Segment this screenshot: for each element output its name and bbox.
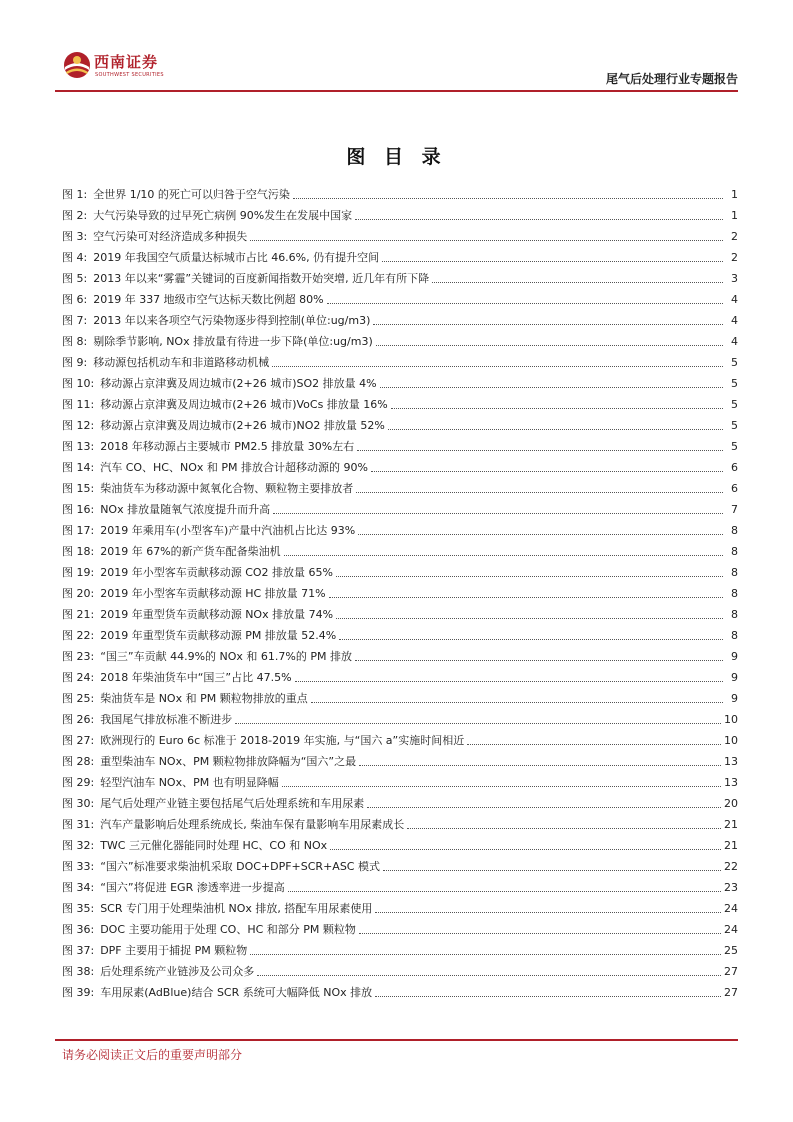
toc-entry[interactable] [62, 268, 738, 289]
toc-entry-title: NOx 排放量随氧气浓度提升而升高 [100, 503, 271, 516]
toc-leader-dots [295, 681, 723, 682]
toc-entry-title: 移动源包括机动车和非道路移动机械 [93, 356, 270, 369]
toc-leader-dots [235, 723, 721, 724]
toc-entry-label: 图 37: [62, 944, 95, 957]
toc-entry-label: 图 12: [62, 419, 95, 432]
toc-entry[interactable] [62, 772, 738, 793]
toc-leader-dots [359, 933, 721, 934]
toc-entry-title: 全世界 1/10 的死亡可以归咎于空气污染 [93, 188, 290, 201]
toc-entry-title: 剔除季节影响, NOx 排放量有待进一步下降(单位:ug/m3) [93, 335, 373, 348]
toc-entry-label: 图 26: [62, 713, 95, 726]
toc-entry[interactable] [62, 394, 738, 415]
toc-entry-page-number: 2 [731, 230, 738, 243]
toc-leader-dots [383, 870, 721, 871]
toc-leader-dots [250, 954, 721, 955]
toc-entry-page-number: 7 [731, 503, 738, 516]
toc-entry[interactable] [62, 310, 738, 331]
toc-entry-title: 2018 年移动源占主要城市 PM2.5 排放量 30%左右 [100, 440, 355, 453]
toc-entry-title: DOC 主要功能用于处理 CO、HC 和部分 PM 颗粒物 [100, 923, 356, 936]
toc-entry-page-number: 4 [731, 293, 738, 306]
toc-entry-page-number: 1 [731, 188, 738, 201]
toc-entry-label: 图 9: [62, 356, 88, 369]
toc-entry-label: 图 5: [62, 272, 88, 285]
toc-entry-label: 图 14: [62, 461, 95, 474]
toc-entry-title: 空气污染可对经济造成多种损失 [93, 230, 248, 243]
toc-entry[interactable] [62, 688, 738, 709]
page-header [0, 0, 793, 100]
toc-leader-dots [373, 324, 723, 325]
figure-table-of-contents [62, 184, 738, 1003]
toc-entry-title: SCR 专门用于处理柴油机 NOx 排放, 搭配车用尿素使用 [100, 902, 373, 915]
toc-entry-title: 欧洲现行的 Euro 6c 标准于 2018-2019 年实施, 与“国六 a”实施时间相近 [100, 734, 465, 747]
toc-entry-label: 图 3: [62, 230, 88, 243]
toc-entry-label: 图 23: [62, 650, 95, 663]
toc-entry-label: 图 30: [62, 797, 95, 810]
toc-leader-dots [257, 975, 721, 976]
toc-entry-title: 尾气后处理产业链主要包括尾气后处理系统和车用尿素 [100, 797, 365, 810]
toc-entry-page-number: 9 [731, 692, 738, 705]
toc-entry-title: 2019 年重型货车贡献移动源 PM 排放量 52.4% [100, 629, 337, 642]
toc-leader-dots [358, 534, 723, 535]
toc-entry-label: 图 18: [62, 545, 95, 558]
toc-leader-dots [272, 366, 723, 367]
toc-entry-page-number: 4 [731, 335, 738, 348]
toc-entry-page-number: 25 [724, 944, 738, 957]
toc-entry[interactable] [62, 499, 738, 520]
toc-entry[interactable] [62, 184, 738, 205]
toc-leader-dots [356, 492, 723, 493]
toc-leader-dots [380, 387, 723, 388]
toc-entry[interactable] [62, 352, 738, 373]
toc-entry-label: 图 27: [62, 734, 95, 747]
toc-entry-label: 图 6: [62, 293, 88, 306]
toc-entry-label: 图 29: [62, 776, 95, 789]
toc-entry-title: 2013 年以来“雾霾”关键词的百度新闻指数开始突增, 近几年有所下降 [93, 272, 430, 285]
toc-leader-dots [357, 450, 723, 451]
toc-entry[interactable] [62, 205, 738, 226]
toc-entry-page-number: 6 [731, 461, 738, 474]
toc-leader-dots [467, 744, 721, 745]
logo-chinese-name: 西南证券 [94, 53, 159, 71]
toc-entry-title: “国三”车贡献 44.9%的 NOx 和 61.7%的 PM 排放 [100, 650, 352, 663]
toc-leader-dots [330, 849, 721, 850]
toc-entry-title: 汽车产量影响后处理系统成长, 柴油车保有量影响车用尿素成长 [100, 818, 405, 831]
toc-leader-dots [336, 618, 723, 619]
toc-entry-title: 轻型汽油车 NOx、PM 也有明显降幅 [100, 776, 279, 789]
toc-entry-title: “国六”标准要求柴油机采取 DOC+DPF+SCR+ASC 模式 [100, 860, 380, 873]
toc-entry-label: 图 21: [62, 608, 95, 621]
toc-entry-page-number: 13 [724, 776, 738, 789]
toc-entry-page-number: 1 [731, 209, 738, 222]
toc-entry[interactable] [62, 751, 738, 772]
toc-leader-dots [282, 786, 721, 787]
toc-entry[interactable] [62, 247, 738, 268]
toc-entry-page-number: 27 [724, 986, 738, 999]
toc-entry-title: 柴油货车为移动源中氮氧化合物、颗粒物主要排放者 [100, 482, 354, 495]
toc-entry-title: 后处理系统产业链涉及公司众多 [100, 965, 255, 978]
toc-entry[interactable] [62, 709, 738, 730]
toc-entry-title: 移动源占京津冀及周边城市(2+26 城市)VoCs 排放量 16% [100, 398, 388, 411]
toc-leader-dots [391, 408, 723, 409]
toc-entry-label: 图 34: [62, 881, 95, 894]
toc-entry[interactable] [62, 583, 738, 604]
toc-entry-page-number: 8 [731, 629, 738, 642]
toc-entry-page-number: 8 [731, 524, 738, 537]
toc-leader-dots [407, 828, 721, 829]
toc-leader-dots [375, 912, 721, 913]
toc-leader-dots [371, 471, 723, 472]
toc-entry-page-number: 3 [731, 272, 738, 285]
toc-leader-dots [359, 765, 721, 766]
toc-entry-page-number: 24 [724, 923, 738, 936]
toc-entry-page-number: 4 [731, 314, 738, 327]
toc-entry-title: 2018 年柴油货车中“国三”占比 47.5% [100, 671, 292, 684]
toc-entry[interactable] [62, 541, 738, 562]
toc-entry-page-number: 6 [731, 482, 738, 495]
toc-entry-title: “国六”将促进 EGR 渗透率进一步提高 [100, 881, 285, 894]
toc-leader-dots [273, 513, 723, 514]
toc-entry-page-number: 23 [724, 881, 738, 894]
toc-entry[interactable] [62, 877, 738, 898]
toc-entry-label: 图 24: [62, 671, 95, 684]
toc-entry-page-number: 9 [731, 671, 738, 684]
toc-entry-title: 移动源占京津冀及周边城市(2+26 城市)NO2 排放量 52% [100, 419, 385, 432]
toc-entry[interactable] [62, 940, 738, 961]
toc-entry-label: 图 38: [62, 965, 95, 978]
toc-entry-title: 车用尿素(AdBlue)结合 SCR 系统可大幅降低 NOx 排放 [100, 986, 373, 999]
toc-leader-dots [311, 702, 723, 703]
toc-entry-label: 图 28: [62, 755, 95, 768]
toc-entry[interactable] [62, 793, 738, 814]
toc-leader-dots [284, 555, 723, 556]
toc-entry-title: 大气污染导致的过早死亡病例 90%发生在发展中国家 [93, 209, 353, 222]
toc-leader-dots [355, 660, 723, 661]
toc-entry-label: 图 13: [62, 440, 95, 453]
toc-entry-title: 移动源占京津冀及周边城市(2+26 城市)SO2 排放量 4% [100, 377, 377, 390]
toc-entry[interactable] [62, 982, 738, 1003]
toc-entry-label: 图 20: [62, 587, 95, 600]
toc-leader-dots [376, 345, 723, 346]
toc-leader-dots [382, 261, 723, 262]
toc-entry-title: 柴油货车是 NOx 和 PM 颗粒物排放的重点 [100, 692, 308, 705]
logo-english-name: SOUTHWEST SECURITIES [95, 72, 164, 78]
toc-entry-label: 图 39: [62, 986, 95, 999]
toc-entry-title: 2019 年乘用车(小型客车)产量中汽油机占比达 93% [100, 524, 356, 537]
toc-entry-title: TWC 三元催化器能同时处理 HC、CO 和 NOx [100, 839, 328, 852]
toc-leader-dots [375, 996, 721, 997]
toc-leader-dots [288, 891, 721, 892]
toc-entry-title: 2019 年 337 地级市空气达标天数比例超 80% [93, 293, 324, 306]
toc-leader-dots [329, 597, 723, 598]
toc-entry-page-number: 20 [724, 797, 738, 810]
toc-entry[interactable] [62, 331, 738, 352]
toc-entry[interactable] [62, 898, 738, 919]
toc-entry-title: 2019 年 67%的新产货车配备柴油机 [100, 545, 281, 558]
report-title: 尾气后处理行业专题报告 [605, 72, 738, 86]
toc-entry-page-number: 8 [731, 545, 738, 558]
toc-leader-dots [355, 219, 723, 220]
toc-entry-label: 图 32: [62, 839, 95, 852]
toc-entry-page-number: 8 [731, 566, 738, 579]
toc-entry-title: 2019 年我国空气质量达标城市占比 46.6%, 仍有提升空间 [93, 251, 380, 264]
toc-entry-label: 图 8: [62, 335, 88, 348]
toc-leader-dots [432, 282, 723, 283]
toc-entry-title: 2019 年小型客车贡献移动源 CO2 排放量 65% [100, 566, 333, 579]
toc-leader-dots [293, 198, 723, 199]
toc-entry-page-number: 10 [724, 713, 738, 726]
toc-entry[interactable] [62, 415, 738, 436]
toc-entry[interactable] [62, 520, 738, 541]
footer-divider [55, 1039, 738, 1041]
footer-disclaimer: 请务必阅读正文后的重要声明部分 [62, 1048, 243, 1062]
toc-entry[interactable] [62, 226, 738, 247]
toc-entry[interactable] [62, 436, 738, 457]
toc-entry-label: 图 2: [62, 209, 88, 222]
toc-entry-page-number: 5 [731, 377, 738, 390]
toc-entry-label: 图 17: [62, 524, 95, 537]
toc-entry-page-number: 21 [724, 818, 738, 831]
toc-entry-page-number: 5 [731, 356, 738, 369]
toc-leader-dots [250, 240, 723, 241]
toc-entry-label: 图 31: [62, 818, 95, 831]
toc-entry-title: 2013 年以来各项空气污染物逐步得到控制(单位:ug/m3) [93, 314, 371, 327]
toc-entry[interactable] [62, 961, 738, 982]
toc-entry-title: 2019 年小型客车贡献移动源 HC 排放量 71% [100, 587, 326, 600]
toc-entry[interactable] [62, 646, 738, 667]
toc-entry-page-number: 8 [731, 608, 738, 621]
toc-entry-page-number: 13 [724, 755, 738, 768]
toc-entry-page-number: 8 [731, 587, 738, 600]
toc-entry-label: 图 22: [62, 629, 95, 642]
toc-entry-title: 重型柴油车 NOx、PM 颗粒物排放降幅为“国六”之最 [100, 755, 357, 768]
toc-entry-page-number: 22 [724, 860, 738, 873]
toc-entry[interactable] [62, 457, 738, 478]
toc-entry[interactable] [62, 835, 738, 856]
toc-entry-title: 2019 年重型货车贡献移动源 NOx 排放量 74% [100, 608, 334, 621]
toc-entry-page-number: 24 [724, 902, 738, 915]
toc-entry-label: 图 4: [62, 251, 88, 264]
toc-entry[interactable] [62, 667, 738, 688]
toc-entry[interactable] [62, 814, 738, 835]
toc-entry[interactable] [62, 289, 738, 310]
page-title: 图 目 录 [346, 146, 447, 168]
toc-leader-dots [388, 429, 723, 430]
toc-entry-page-number: 27 [724, 965, 738, 978]
toc-leader-dots [336, 576, 723, 577]
toc-entry-page-number: 5 [731, 440, 738, 453]
toc-entry-label: 图 25: [62, 692, 95, 705]
toc-entry[interactable] [62, 373, 738, 394]
toc-entry-page-number: 10 [724, 734, 738, 747]
toc-entry[interactable] [62, 919, 738, 940]
toc-leader-dots [367, 807, 721, 808]
header-divider [55, 90, 738, 92]
toc-entry-page-number: 2 [731, 251, 738, 264]
toc-entry-label: 图 16: [62, 503, 95, 516]
toc-entry-title: 汽车 CO、HC、NOx 和 PM 排放合计超移动源的 90% [100, 461, 368, 474]
toc-entry-label: 图 7: [62, 314, 88, 327]
toc-entry-page-number: 9 [731, 650, 738, 663]
toc-entry-label: 图 10: [62, 377, 95, 390]
toc-entry[interactable] [62, 730, 738, 751]
toc-entry-label: 图 19: [62, 566, 95, 579]
toc-entry-label: 图 11: [62, 398, 95, 411]
toc-entry[interactable] [62, 856, 738, 877]
toc-entry-title: 我国尾气排放标准不断进步 [100, 713, 233, 726]
toc-entry[interactable] [62, 478, 738, 499]
company-logo [62, 48, 182, 88]
toc-entry-label: 图 35: [62, 902, 95, 915]
toc-entry-label: 图 33: [62, 860, 95, 873]
toc-entry-label: 图 15: [62, 482, 95, 495]
toc-entry-page-number: 5 [731, 419, 738, 432]
logo-emblem-icon [62, 50, 92, 80]
toc-entry[interactable] [62, 562, 738, 583]
toc-entry-page-number: 21 [724, 839, 738, 852]
toc-entry[interactable] [62, 625, 738, 646]
toc-leader-dots [327, 303, 723, 304]
toc-entry-label: 图 1: [62, 188, 88, 201]
toc-entry-page-number: 5 [731, 398, 738, 411]
toc-leader-dots [339, 639, 723, 640]
toc-entry-title: DPF 主要用于捕捉 PM 颗粒物 [100, 944, 248, 957]
toc-entry-label: 图 36: [62, 923, 95, 936]
toc-entry[interactable] [62, 604, 738, 625]
